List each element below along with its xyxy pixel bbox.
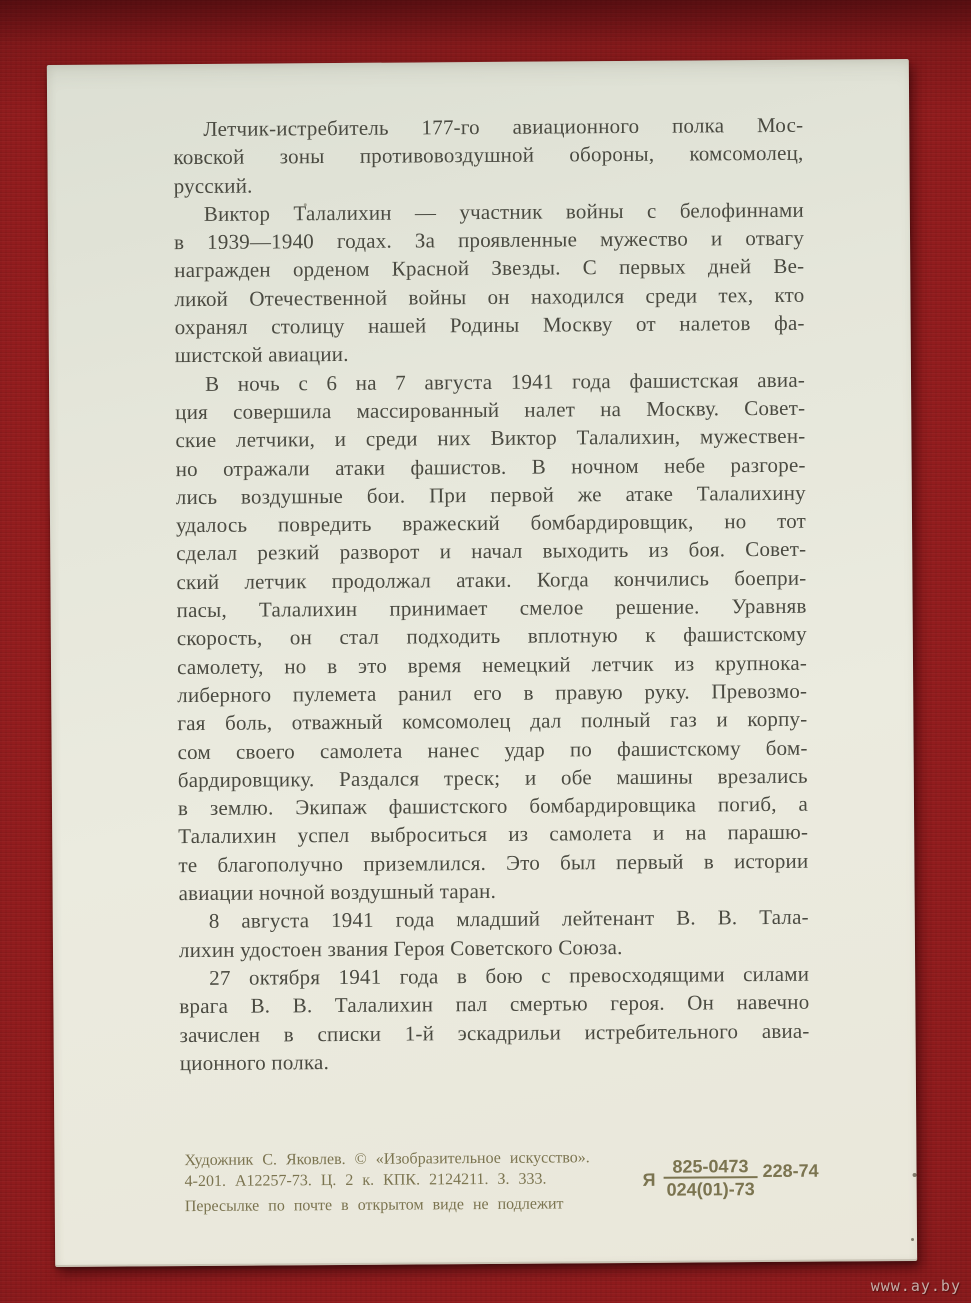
imprint-edition-line: 4-201. А12257-73. Ц. 2 к. КПК. 2124211. З. 333. [184,1170,547,1191]
text-line: 8 августа 1941 года младший лейтенант В. В. Тала- [208,905,809,934]
text-line: те благополучно приземлился. Это был первый в истории [178,848,809,877]
text-line: 27 октября 1941 года в бою с превосходящими силами [209,961,810,990]
text-line: Виктор Талалихин — участник войны с белофиннами [203,197,804,226]
text-line: Летчик-истребитель 177-го авиационного полка Мос- [203,112,804,141]
text-line: сом своего самолета нанес удар по фашистскому бом- [177,735,808,764]
dust-speck [911,1238,914,1241]
imprint [184,1146,704,1217]
text-line: скорость, он стал подходить вплотную к фашистскому [176,622,807,651]
text-line: ские летчики, и среди них Виктор Талалихин, мужествен- [175,424,806,453]
code-suffix: 228-74 [762,1160,819,1182]
postcard [47,59,917,1267]
catalog-code [642,1156,818,1200]
text-line: шистской авиации. [174,342,349,368]
code-denominator: 024(01)-73 [664,1176,758,1200]
dust-speck [913,1173,917,1177]
dust-speck [304,203,307,206]
text-line: либерного пулемета ранил его в правую руку. Превозмо- [177,678,808,708]
text-line: бардировщику. Раздался треск; и обе машины врезались [177,763,808,792]
imprint-artist-line: Художник С. Яковлев. © «Изобразительное искусство». [184,1149,590,1170]
paragraph [174,196,805,370]
text-line: авиации ночной воздушный таран. [178,878,497,906]
paragraph [173,111,804,200]
paragraph [179,903,809,964]
code-fraction [663,1156,757,1200]
text-line: лихин удостоен звания Героя Советского Союза. [178,934,623,962]
text-line: Талалихин успел выброситься из самолета и на парашю- [178,820,809,849]
text-line: ционного полка. [179,1049,330,1075]
text-line: охранял столицу нашей Родины Москву от налетов фа- [174,310,805,340]
text-line: ский летчик продолжал атаки. Когда кончились боепри- [176,565,807,594]
text-line: пасы, Талалихин принимает смелое решение. Уравняв [176,593,807,623]
text-line: русский. [173,173,253,198]
text-line: зачислен в списки 1-й эскадрильи истребительного авиа- [179,1018,810,1047]
text-line: В ночь с 6 на 7 августа 1941 года фашистская авиа- [204,367,806,396]
text-line: ция совершила массированный налет на Москву. Совет- [175,395,806,425]
imprint-postal-line: Пересылке по почте в открытом виде не подлежит [184,1195,564,1216]
text-line: ликой Отечественной войны он находился среди тех, кто [174,282,805,311]
code-prefix: Я [642,1169,656,1190]
text-line: гая боль, отважный комсомолец дал полный газ и корпу- [177,706,808,736]
text-line: удалось повредить вражеский бомбардировщик, но тот [175,508,807,538]
text-line: ковской зоны противовоздушной обороны, комсомолец, [173,141,804,170]
watermark: www.ay.by [870,1277,961,1295]
text-line: награжден орденом Красной Звезды. С первых дней Ве- [174,254,805,283]
biography-text [173,111,810,1077]
code-numerator: 825-0473 [672,1156,749,1177]
text-line: в 1939—1940 годах. За проявленные мужество и отвагу [173,225,805,255]
paragraph [175,365,809,907]
text-line: врага В. В. Талалихин пал смертью героя. Он навечно [179,989,810,1019]
paragraph [179,960,810,1078]
text-line: лись воздушные бои. При первой же атаке Талалихину [175,480,806,509]
text-line: сделал резкий разворот и начал выходить из боя. Совет- [176,537,807,566]
text-line: самолету, но в это время немецкий летчик из крупнока- [176,650,808,679]
text-line: в землю. Экипаж фашистского бомбардировщика погиб, а [177,791,809,821]
text-line: но отражали атаки фашистов. В ночном небе разгоре- [175,452,806,481]
